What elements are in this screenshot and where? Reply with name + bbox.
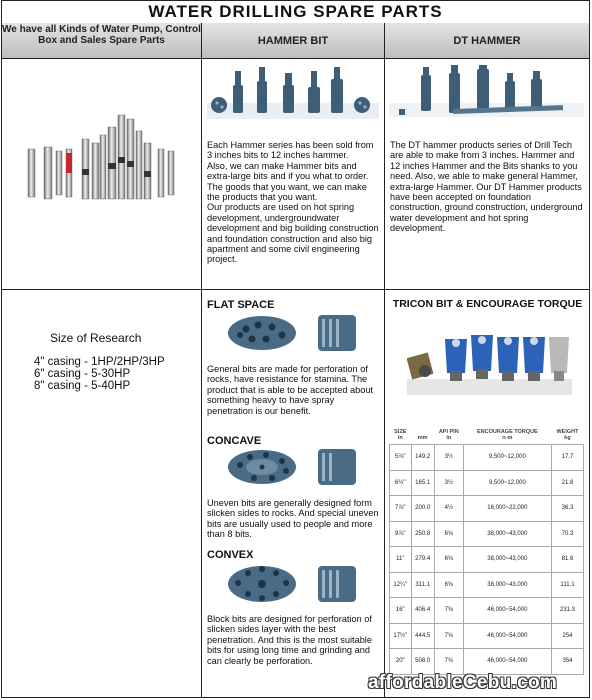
torque-table: [389, 426, 584, 675]
header-torque: [463, 426, 551, 445]
watermark: affordableCebu.com: [368, 672, 558, 693]
table-row: [390, 496, 584, 522]
header-torque-bottom: n-m: [502, 435, 513, 441]
tricon-title: TRICON BIT & ENCOURAGE TORQUE: [392, 298, 583, 310]
table-cell: 17½": [390, 623, 412, 649]
table-cell: 81.6: [551, 547, 583, 573]
column-header-dt-hammer: DT HAMMER: [384, 23, 589, 59]
table-cell: 12¼": [390, 572, 412, 598]
convex-title: CONVEX: [207, 549, 254, 561]
table-cell: 38,000~43,000: [463, 521, 551, 547]
row-divider: [2, 289, 589, 290]
header-size-top: SIZE: [394, 429, 407, 435]
tricone-bits-image: [407, 333, 572, 395]
column-header-hammer-bit: HAMMER BIT: [201, 23, 384, 59]
table-cell: 36.3: [551, 496, 583, 522]
dt-hammer-image: [389, 65, 584, 119]
table-cell: 149.2: [411, 445, 434, 471]
table-cell: 9,500~12,000: [463, 445, 551, 471]
table-cell: 38,000~43,000: [463, 547, 551, 573]
concave-bit-image: [228, 447, 368, 487]
table-cell: 46,000~54,000: [463, 649, 551, 675]
page-title: WATER DRILLING SPARE PARTS: [2, 1, 589, 24]
table-cell: 311.1: [411, 572, 434, 598]
hammer-bits-image: [207, 67, 379, 119]
header-size-bottom: in: [397, 435, 403, 441]
dt-hammer-description: [390, 140, 585, 234]
table-row: [390, 470, 584, 496]
table-row: [390, 598, 584, 624]
header-api-pin: [434, 426, 463, 445]
header-size: [390, 426, 412, 445]
column-header-pumps: We have all Kinds of Water Pump, Control Box and Sales Spare Parts: [2, 23, 201, 59]
table-cell: 16,000~22,000: [463, 496, 551, 522]
table-cell: 6⅝: [434, 521, 463, 547]
table-cell: 6½": [390, 470, 412, 496]
torque-table-header: [390, 426, 584, 445]
flat-bit-image: [228, 313, 368, 353]
header-weight: [551, 426, 583, 445]
header-weight-bottom: kg: [564, 435, 571, 441]
table-row: [390, 445, 584, 471]
table-cell: 46,000~54,000: [463, 623, 551, 649]
dt-hammer-text: The DT hammer products series of Drill Tech are able to make from 3 inches. Hammer and 12 inches Hammer and the Bits shanks to you need. Also, we able to make general Hammer, extra-large Hammer. Our DT Hammer products have been accepted on foundation construction, ground construction, underground water development and hot spring development.: [390, 140, 583, 234]
table-cell: 3½: [434, 470, 463, 496]
water-pumps-image: [20, 109, 185, 204]
table-cell: 38,000~43,000: [463, 572, 551, 598]
table-cell: 70.3: [551, 521, 583, 547]
header-mm-bottom: mm: [417, 435, 428, 441]
concave-text: Uneven bits are generally designed form slicken sides to rocks. And special uneven bits are usually used to people and more than 8 bits.: [207, 498, 379, 540]
table-cell: 7⅞": [390, 496, 412, 522]
header-torque-top: ENCOURAGE TORQUE: [476, 429, 538, 435]
spare-parts-sheet: [1, 0, 590, 698]
table-cell: 16": [390, 598, 412, 624]
table-cell: 17.7: [551, 445, 583, 471]
table-cell: 254: [551, 623, 583, 649]
table-cell: 111.1: [551, 572, 583, 598]
table-cell: 5⅞": [390, 445, 412, 471]
header-mm: [411, 426, 434, 445]
table-cell: 406.4: [411, 598, 434, 624]
table-cell: 279.4: [411, 547, 434, 573]
table-cell: 508.0: [411, 649, 434, 675]
convex-bit-image: [228, 563, 368, 605]
table-cell: 7⅝: [434, 598, 463, 624]
hammer-bit-text: Each Hammer series has been sold from 3 inches bits to 12 inches hammer. Also, we can make Hammer bits and extra-large bits and if you what to order. The goods that you want, we can make the products that you want. Our products are used on hot spring development, undergroundwater development and big building construction and foundation construction and also big apartment and some civil engineering project.: [207, 140, 379, 265]
header-api-pin-bottom: in: [446, 435, 452, 441]
table-row: [390, 623, 584, 649]
table-row: [390, 521, 584, 547]
concave-title: CONCAVE: [207, 435, 262, 447]
table-cell: 7⅝: [434, 649, 463, 675]
table-cell: 9,500~12,000: [463, 470, 551, 496]
table-cell: 9⅞": [390, 521, 412, 547]
table-row: [390, 572, 584, 598]
table-cell: 250.8: [411, 521, 434, 547]
research-line-3: 8" casing - 5-40HP: [34, 380, 131, 392]
research-line-1: 4" casing - 1HP/2HP/3HP: [34, 356, 165, 368]
research-title: Size of Research: [50, 331, 142, 345]
column-divider-2: [384, 59, 385, 697]
table-cell: 200.0: [411, 496, 434, 522]
table-row: [390, 649, 584, 675]
torque-table-body: [390, 445, 584, 675]
flat-space-title: FLAT SPACE: [207, 299, 275, 311]
table-cell: 444.5: [411, 623, 434, 649]
table-cell: 6⅝: [434, 572, 463, 598]
table-cell: 21.8: [551, 470, 583, 496]
table-cell: 354: [551, 649, 583, 675]
table-cell: 165.1: [411, 470, 434, 496]
hammer-bit-description: [207, 140, 379, 265]
table-cell: 46,000~54,000: [463, 598, 551, 624]
table-cell: 231.3: [551, 598, 583, 624]
table-cell: 7⅝: [434, 623, 463, 649]
header-weight-top: WEIGHT: [556, 429, 579, 435]
table-cell: 3½: [434, 445, 463, 471]
column-divider-1: [201, 59, 202, 697]
table-cell: 20": [390, 649, 412, 675]
flat-space-text: General bits are made for perforation of rocks, have resistance for stamina. The product that is able to be accepted about something heavy to have spray penetration is our benefit.: [207, 364, 374, 416]
table-cell: 4½: [434, 496, 463, 522]
table-cell: 11": [390, 547, 412, 573]
convex-text: Block bits are designed for perforation of slicken sides layer with the best penetration. And this is the most suitable bits for using long time and grinding and can clearly be perforation.: [207, 614, 372, 666]
table-cell: 6⅝: [434, 547, 463, 573]
research-line-2: 6" casing - 5-30HP: [34, 368, 131, 380]
table-row: [390, 547, 584, 573]
header-api-pin-top: API PIN: [438, 429, 459, 435]
